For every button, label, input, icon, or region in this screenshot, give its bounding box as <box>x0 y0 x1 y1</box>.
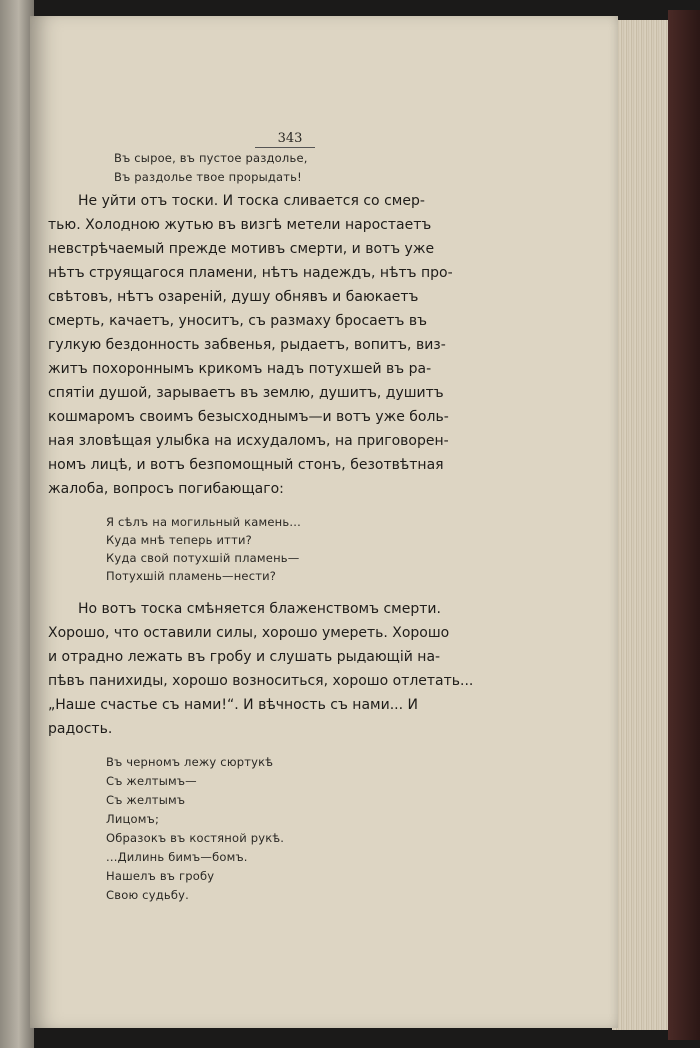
verse-line: Въ раздолье твое прорыдать! <box>114 170 302 184</box>
verse-line: Лицомъ; <box>106 812 160 826</box>
prose-line: Но вотъ тоска смѣняется блаженствомъ смерти. <box>78 601 441 617</box>
book-page <box>30 16 618 1028</box>
prose-line: Хорошо, что оставили силы, хорошо умереть. Хорошо <box>48 625 450 641</box>
prose-line: житъ похороннымъ крикомъ надъ потухшей въ ра- <box>48 361 432 377</box>
prose-line: Не уйти отъ тоски. И тоска сливается со смер- <box>78 193 425 209</box>
verse-line: Съ желтымъ— <box>106 774 197 788</box>
prose-line: смерть, качаетъ, уноситъ, съ размаху бросаетъ въ <box>48 313 427 329</box>
page-stack-edge <box>612 20 674 1030</box>
page-number: 343 <box>277 131 303 146</box>
verse-line: Въ сырое, въ пустое раздолье, <box>114 151 308 165</box>
prose-line: ная зловѣщая улыбка на исхудаломъ, на приговорен- <box>48 433 449 449</box>
verse-line: ...Дилинь бимъ—бомъ. <box>106 850 248 864</box>
prose-line: радость. <box>48 721 113 737</box>
prose-line: кошмаромъ своимъ безысходнымъ—и вотъ уже боль- <box>48 409 449 425</box>
page-number-rule <box>255 147 315 148</box>
prose-line: невстрѣчаемый прежде мотивъ смерти, и вотъ уже <box>48 241 435 257</box>
prose-line: жалоба, вопросъ погибающаго: <box>48 481 284 497</box>
verse-line: Съ желтымъ <box>106 793 186 807</box>
left-page-edge <box>0 0 34 1048</box>
verse-line: Въ черномъ лежу сюртукѣ <box>106 755 274 769</box>
prose-line: нѣтъ струящагося пламени, нѣтъ надеждъ, нѣтъ про- <box>48 265 453 281</box>
prose-line: спятіи душой, зарываетъ въ землю, душитъ, душитъ <box>48 385 444 401</box>
prose-line: свѣтовъ, нѣтъ озареній, душу обнявъ и баюкаетъ <box>48 289 419 305</box>
prose-line: и отрадно лежать въ гробу и слушать рыдающій на- <box>48 649 441 665</box>
prose-line: гулкую бездонность забвенья, рыдаетъ, вопитъ, виз- <box>48 337 446 353</box>
verse-line: Нашелъ въ гробу <box>106 869 215 883</box>
prose-line: пѣвъ панихиды, хорошо возноситься, хорошо отлетать... <box>48 673 474 689</box>
prose-line: тью. Холодною жутью въ визгѣ метели наростаетъ <box>48 217 432 233</box>
verse-line: Потухшій пламень—нести? <box>106 569 277 583</box>
prose-line: номъ лицѣ, и вотъ безпомощный стонъ, безотвѣтная <box>48 457 444 473</box>
verse-line: Куда свой потухшій пламень— <box>106 551 300 565</box>
verse-line: Куда мнѣ теперь итти? <box>106 533 252 547</box>
book-cover <box>668 10 700 1040</box>
verse-line: Образокъ въ костяной рукѣ. <box>106 831 285 845</box>
prose-line: „Наше счастье съ нами!“. И вѣчность съ нами... И <box>48 697 418 713</box>
verse-line: Я сѣлъ на могильный камень... <box>106 515 301 529</box>
verse-line: Свою судьбу. <box>106 888 189 902</box>
